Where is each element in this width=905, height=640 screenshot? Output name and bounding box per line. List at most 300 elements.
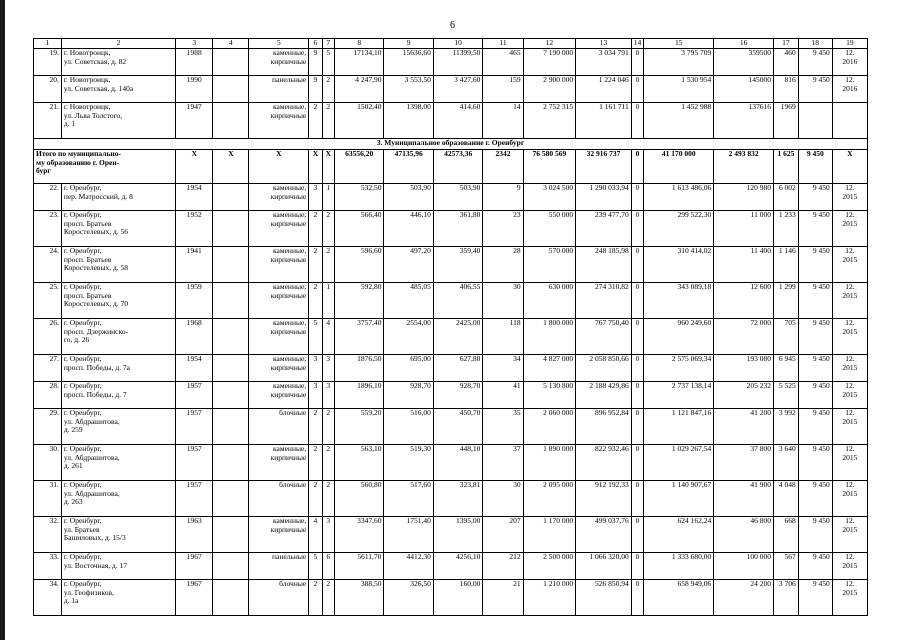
address-cell: г. Оренбург, ул. Абдрашитова, д. 263: [61, 481, 175, 517]
date-cell: 12. 2015: [832, 580, 867, 616]
value-cell: 912 192,33: [576, 481, 632, 517]
value-cell: 767 750,40: [576, 319, 632, 355]
value-cell: 12 600: [714, 283, 774, 319]
value-cell: 239 477,70: [576, 211, 632, 247]
total-value: 41 170 000: [644, 150, 714, 184]
value-cell: 448,10: [433, 445, 482, 481]
table-row: [34, 103, 868, 139]
value-cell: 928,70: [384, 382, 433, 409]
value-cell: 0: [631, 517, 643, 553]
total-value: 42573,36: [433, 150, 482, 184]
value-cell: 3 992: [774, 409, 799, 445]
value-cell: 46 800: [714, 517, 774, 553]
value-cell: 7 190 000: [523, 49, 576, 76]
value-cell: 145000: [714, 76, 774, 103]
value-cell: 5: [322, 49, 334, 76]
value-cell: 0: [631, 76, 643, 103]
value-cell: 519,30: [384, 445, 433, 481]
value-cell: 159: [483, 76, 523, 103]
table-row: [34, 517, 868, 553]
total-value: Х: [309, 150, 322, 184]
value-cell: [213, 211, 249, 247]
row-number: 34.: [34, 580, 62, 616]
column-number: 1: [34, 39, 62, 49]
value-cell: 17134,10: [334, 49, 383, 76]
value-cell: 5: [309, 553, 322, 580]
value-cell: 2: [309, 211, 322, 247]
row-number: 31.: [34, 481, 62, 517]
table-row: [34, 247, 868, 283]
value-cell: 1 233: [774, 211, 799, 247]
value-cell: 15636,60: [384, 49, 433, 76]
value-cell: 1751,40: [384, 517, 433, 553]
value-cell: 2 752 315: [523, 103, 576, 139]
value-cell: 2 737 138,14: [644, 382, 714, 409]
year-cell: 1954: [176, 355, 213, 382]
value-cell: 1 146: [774, 247, 799, 283]
row-number: 24.: [34, 247, 62, 283]
value-cell: 0: [631, 184, 643, 211]
row-number: 32.: [34, 517, 62, 553]
value-cell: 0: [631, 580, 643, 616]
address-cell: г. Оренбург, просп. Победы, д. 7а: [61, 355, 175, 382]
year-cell: 1988: [176, 49, 213, 76]
value-cell: 499 037,76: [576, 517, 632, 553]
total-value: Х: [249, 150, 309, 184]
value-cell: 28: [483, 247, 523, 283]
year-cell: 1954: [176, 184, 213, 211]
column-number: 17: [774, 39, 799, 49]
address-cell: г. Новотроицк, ул. Советская, д. 82: [61, 49, 175, 76]
value-cell: 23: [483, 211, 523, 247]
value-cell: 160,00: [433, 580, 482, 616]
value-cell: 299 522,30: [644, 211, 714, 247]
total-value: Х: [832, 150, 867, 184]
value-cell: 1395,00: [433, 517, 482, 553]
column-number: 11: [483, 39, 523, 49]
value-cell: 4: [322, 319, 334, 355]
value-cell: 485,05: [384, 283, 433, 319]
value-cell: 3 427,60: [433, 76, 482, 103]
row-number: 27.: [34, 355, 62, 382]
value-cell: 9 450: [798, 580, 832, 616]
value-cell: 414,60: [433, 103, 482, 139]
value-cell: 0: [631, 553, 643, 580]
value-cell: 3: [309, 184, 322, 211]
value-cell: 5 525: [774, 382, 799, 409]
value-cell: 72 000: [714, 319, 774, 355]
value-cell: 120 980: [714, 184, 774, 211]
table-row: [34, 409, 868, 445]
value-cell: 310 414,02: [644, 247, 714, 283]
value-cell: 896 952,84: [576, 409, 632, 445]
value-cell: 3: [322, 382, 334, 409]
row-number: 30.: [34, 445, 62, 481]
value-cell: 960 249,60: [644, 319, 714, 355]
material-cell: каменные, кирпичные: [249, 445, 309, 481]
date-cell: 12. 2015: [832, 211, 867, 247]
year-cell: 1957: [176, 409, 213, 445]
value-cell: 1502,40: [334, 103, 383, 139]
address-cell: г. Оренбург, просп. Братьев Коростелевых, д. 70: [61, 283, 175, 319]
value-cell: 118: [483, 319, 523, 355]
value-cell: 2 900 000: [523, 76, 576, 103]
value-cell: 1 066 320,00: [576, 553, 632, 580]
total-value: Х: [322, 150, 334, 184]
value-cell: [213, 409, 249, 445]
table-row: [34, 553, 868, 580]
column-number: 10: [433, 39, 482, 49]
table-row: [34, 580, 868, 616]
value-cell: 2: [322, 481, 334, 517]
column-number: 13: [576, 39, 632, 49]
value-cell: 526 850,94: [576, 580, 632, 616]
value-cell: 37 800: [714, 445, 774, 481]
value-cell: [213, 247, 249, 283]
value-cell: 567: [774, 553, 799, 580]
value-cell: 406,55: [433, 283, 482, 319]
value-cell: 1 890 000: [523, 445, 576, 481]
value-cell: 0: [631, 211, 643, 247]
address-cell: г. Новотроицк, ул. Льва Толстого, д. 1: [61, 103, 175, 139]
year-cell: 1990: [176, 76, 213, 103]
value-cell: 2 060 000: [523, 409, 576, 445]
value-cell: 658 949,06: [644, 580, 714, 616]
value-cell: 3: [309, 355, 322, 382]
value-cell: 516,00: [384, 409, 433, 445]
value-cell: 11 400: [714, 247, 774, 283]
value-cell: 5: [309, 319, 322, 355]
value-cell: 388,50: [334, 580, 383, 616]
value-cell: 1 170 000: [523, 517, 576, 553]
value-cell: 3 553,50: [384, 76, 433, 103]
total-row: [34, 150, 868, 184]
value-cell: 4: [309, 517, 322, 553]
value-cell: 35: [483, 409, 523, 445]
value-cell: 2: [309, 103, 322, 139]
table-row: [34, 319, 868, 355]
value-cell: 9 450: [798, 283, 832, 319]
date-cell: 12. 2015: [832, 283, 867, 319]
value-cell: 4256,10: [433, 553, 482, 580]
material-cell: каменные, кирпичные: [249, 211, 309, 247]
value-cell: 9 450: [798, 49, 832, 76]
value-cell: 5 130 800: [523, 382, 576, 409]
value-cell: 9 450: [798, 445, 832, 481]
value-cell: 559,20: [334, 409, 383, 445]
value-cell: 668: [774, 517, 799, 553]
address-cell: г. Оренбург, просп. Победы, д. 7: [61, 382, 175, 409]
address-cell: г. Оренбург, пер. Матросский, д. 8: [61, 184, 175, 211]
value-cell: 2: [322, 409, 334, 445]
date-cell: 12. 2015: [832, 319, 867, 355]
column-number: 16: [714, 39, 774, 49]
value-cell: 1 210 000: [523, 580, 576, 616]
value-cell: 274 310,82: [576, 283, 632, 319]
total-value: Х: [176, 150, 213, 184]
total-value: 9 450: [798, 150, 832, 184]
value-cell: 596,60: [334, 247, 383, 283]
date-cell: 12. 2016: [832, 49, 867, 76]
value-cell: 9 450: [798, 319, 832, 355]
table-row: [34, 355, 868, 382]
row-number: 20.: [34, 76, 62, 103]
date-cell: 12. 2015: [832, 445, 867, 481]
value-cell: 560,80: [334, 481, 383, 517]
value-cell: 34: [483, 355, 523, 382]
value-cell: 0: [631, 409, 643, 445]
value-cell: 627,80: [433, 355, 482, 382]
value-cell: 446,10: [384, 211, 433, 247]
column-number: 14: [631, 39, 643, 49]
material-cell: каменные, кирпичные: [249, 247, 309, 283]
value-cell: [213, 580, 249, 616]
year-cell: 1967: [176, 580, 213, 616]
address-cell: г. Оренбург, ул. Восточная, д. 17: [61, 553, 175, 580]
total-value: 2 493 832: [714, 150, 774, 184]
column-number: 18: [798, 39, 832, 49]
value-cell: 592,80: [334, 283, 383, 319]
year-cell: 1957: [176, 481, 213, 517]
value-cell: [213, 553, 249, 580]
value-cell: 503,90: [384, 184, 433, 211]
value-cell: 6 002: [774, 184, 799, 211]
value-cell: 705: [774, 319, 799, 355]
value-cell: 2: [322, 247, 334, 283]
year-cell: 1957: [176, 445, 213, 481]
value-cell: 1: [322, 283, 334, 319]
address-cell: г. Оренбург, просп. Братьев Коростелевых, д. 56: [61, 211, 175, 247]
value-cell: 2: [309, 481, 322, 517]
value-cell: 37: [483, 445, 523, 481]
value-cell: 1 333 680,00: [644, 553, 714, 580]
column-number: 19: [832, 39, 867, 49]
value-cell: 497,20: [384, 247, 433, 283]
row-number: 28.: [34, 382, 62, 409]
value-cell: 3 034 791: [576, 49, 632, 76]
value-cell: 695,00: [384, 355, 433, 382]
value-cell: 2 575 069,34: [644, 355, 714, 382]
value-cell: 2: [309, 247, 322, 283]
date-cell: 12. 2015: [832, 481, 867, 517]
material-cell: каменные, кирпичные: [249, 283, 309, 319]
value-cell: 11 000: [714, 211, 774, 247]
value-cell: 100 000: [714, 553, 774, 580]
value-cell: 9: [309, 76, 322, 103]
value-cell: 1 299: [774, 283, 799, 319]
value-cell: 361,80: [433, 211, 482, 247]
date-cell: 12. 2015: [832, 382, 867, 409]
value-cell: 0: [631, 445, 643, 481]
row-number: 26.: [34, 319, 62, 355]
value-cell: 3347,60: [334, 517, 383, 553]
value-cell: 9 450: [798, 553, 832, 580]
page-number: 6: [450, 20, 455, 31]
value-cell: 2: [322, 103, 334, 139]
value-cell: 1 140 907,67: [644, 481, 714, 517]
section-title: 3. Муниципальное образование г. Оренбург: [34, 139, 868, 150]
value-cell: 2: [322, 211, 334, 247]
value-cell: 326,50: [384, 580, 433, 616]
value-cell: 3 024 500: [523, 184, 576, 211]
value-cell: 2: [309, 445, 322, 481]
material-cell: каменные, кирпичные: [249, 382, 309, 409]
value-cell: 5611,70: [334, 553, 383, 580]
value-cell: [213, 382, 249, 409]
value-cell: 323,81: [433, 481, 482, 517]
value-cell: [213, 481, 249, 517]
value-cell: [213, 445, 249, 481]
table-row: [34, 184, 868, 211]
value-cell: 41 900: [714, 481, 774, 517]
date-cell: 12. 2015: [832, 247, 867, 283]
value-cell: [213, 517, 249, 553]
material-cell: каменные, кирпичные: [249, 184, 309, 211]
value-cell: 3 706: [774, 580, 799, 616]
table-row: [34, 481, 868, 517]
date-cell: 12. 2015: [832, 184, 867, 211]
address-cell: г. Оренбург, ул. Геофизиков, д. 1а: [61, 580, 175, 616]
value-cell: 0: [631, 481, 643, 517]
value-cell: 30: [483, 481, 523, 517]
material-cell: каменные, кирпичные: [249, 517, 309, 553]
column-number: 9: [384, 39, 433, 49]
scan-edge-bar: [0, 0, 5, 640]
year-cell: 1968: [176, 319, 213, 355]
value-cell: 2 095 000: [523, 481, 576, 517]
value-cell: 9: [309, 49, 322, 76]
year-cell: 1952: [176, 211, 213, 247]
value-cell: [213, 49, 249, 76]
value-cell: 1 800 000: [523, 319, 576, 355]
value-cell: 9 450: [798, 382, 832, 409]
section-title-row: [34, 139, 868, 150]
column-number: 5: [249, 39, 309, 49]
row-number: 29.: [34, 409, 62, 445]
table-row: [34, 211, 868, 247]
total-value: Х: [213, 150, 249, 184]
value-cell: 1896,10: [334, 382, 383, 409]
total-value: 47135,96: [384, 150, 433, 184]
value-cell: 630 000: [523, 283, 576, 319]
value-cell: 14: [483, 103, 523, 139]
value-cell: 9 450: [798, 355, 832, 382]
value-cell: 2554,00: [384, 319, 433, 355]
value-cell: 9 450: [798, 76, 832, 103]
value-cell: 2 500 000: [523, 553, 576, 580]
value-cell: 1 452 988: [644, 103, 714, 139]
table-row: [34, 382, 868, 409]
value-cell: 1 290 033,94: [576, 184, 632, 211]
material-cell: каменные, кирпичные: [249, 355, 309, 382]
value-cell: 9 450: [798, 247, 832, 283]
value-cell: 3 640: [774, 445, 799, 481]
value-cell: 0: [631, 382, 643, 409]
value-cell: 2: [309, 580, 322, 616]
value-cell: 3: [322, 517, 334, 553]
value-cell: 1: [322, 184, 334, 211]
row-number: 22.: [34, 184, 62, 211]
value-cell: 0: [631, 49, 643, 76]
column-number: 15: [644, 39, 714, 49]
value-cell: 9 450: [798, 409, 832, 445]
value-cell: [213, 319, 249, 355]
value-cell: 2: [309, 283, 322, 319]
date-cell: [832, 103, 867, 139]
column-number: 3: [176, 39, 213, 49]
value-cell: [213, 76, 249, 103]
value-cell: 6: [322, 553, 334, 580]
value-cell: 822 932,46: [576, 445, 632, 481]
column-number: 12: [523, 39, 576, 49]
material-cell: блочные: [249, 481, 309, 517]
value-cell: [213, 355, 249, 382]
material-cell: панельные: [249, 553, 309, 580]
address-cell: г. Оренбург, ул. Братьев Башиловых, д. 15/3: [61, 517, 175, 553]
value-cell: [213, 283, 249, 319]
material-cell: каменные, кирпичные: [249, 319, 309, 355]
date-cell: 12. 2015: [832, 517, 867, 553]
material-cell: каменные, кирпичные: [249, 103, 309, 139]
value-cell: 1 530 954: [644, 76, 714, 103]
column-number: 7: [322, 39, 334, 49]
value-cell: 4 827 000: [523, 355, 576, 382]
value-cell: 450,70: [433, 409, 482, 445]
material-cell: каменные, кирпичные: [249, 49, 309, 76]
address-cell: г. Оренбург, ул. Абдрашитова, д. 259: [61, 409, 175, 445]
value-cell: 205 232: [714, 382, 774, 409]
table-row: [34, 283, 868, 319]
address-cell: г. Новотроицк, ул. Советская, д. 140а: [61, 76, 175, 103]
value-cell: 0: [631, 247, 643, 283]
value-cell: 2 058 850,66: [576, 355, 632, 382]
value-cell: 1876,50: [334, 355, 383, 382]
year-cell: 1963: [176, 517, 213, 553]
address-cell: г. Оренбург, ул. Абдрашитова, д. 261: [61, 445, 175, 481]
value-cell: 359,40: [433, 247, 482, 283]
value-cell: 9: [483, 184, 523, 211]
total-label: Итого по муниципально- му образованию г. Орен- бург: [34, 150, 176, 184]
value-cell: 0: [631, 355, 643, 382]
value-cell: 11399,50: [433, 49, 482, 76]
value-cell: 3 795 709: [644, 49, 714, 76]
date-cell: 12. 2015: [832, 409, 867, 445]
year-cell: 1947: [176, 103, 213, 139]
value-cell: 563,10: [334, 445, 383, 481]
column-number-row: [34, 39, 868, 49]
value-cell: 503,90: [433, 184, 482, 211]
value-cell: [798, 103, 832, 139]
value-cell: 2: [322, 445, 334, 481]
total-value: 32 916 737: [576, 150, 632, 184]
value-cell: 3757,40: [334, 319, 383, 355]
row-number: 25.: [34, 283, 62, 319]
value-cell: 24 200: [714, 580, 774, 616]
value-cell: 1 224 046: [576, 76, 632, 103]
table-row: [34, 445, 868, 481]
value-cell: 0: [631, 283, 643, 319]
value-cell: 9 450: [798, 184, 832, 211]
address-cell: г. Оренбург, просп. Дзержинско- го, д. 26: [61, 319, 175, 355]
value-cell: 4 247,90: [334, 76, 383, 103]
value-cell: 1398,00: [384, 103, 433, 139]
material-cell: панельные: [249, 76, 309, 103]
column-number: 4: [213, 39, 249, 49]
value-cell: 460: [774, 49, 799, 76]
table-row: [34, 49, 868, 76]
value-cell: 1 613 486,06: [644, 184, 714, 211]
value-cell: 3: [322, 355, 334, 382]
